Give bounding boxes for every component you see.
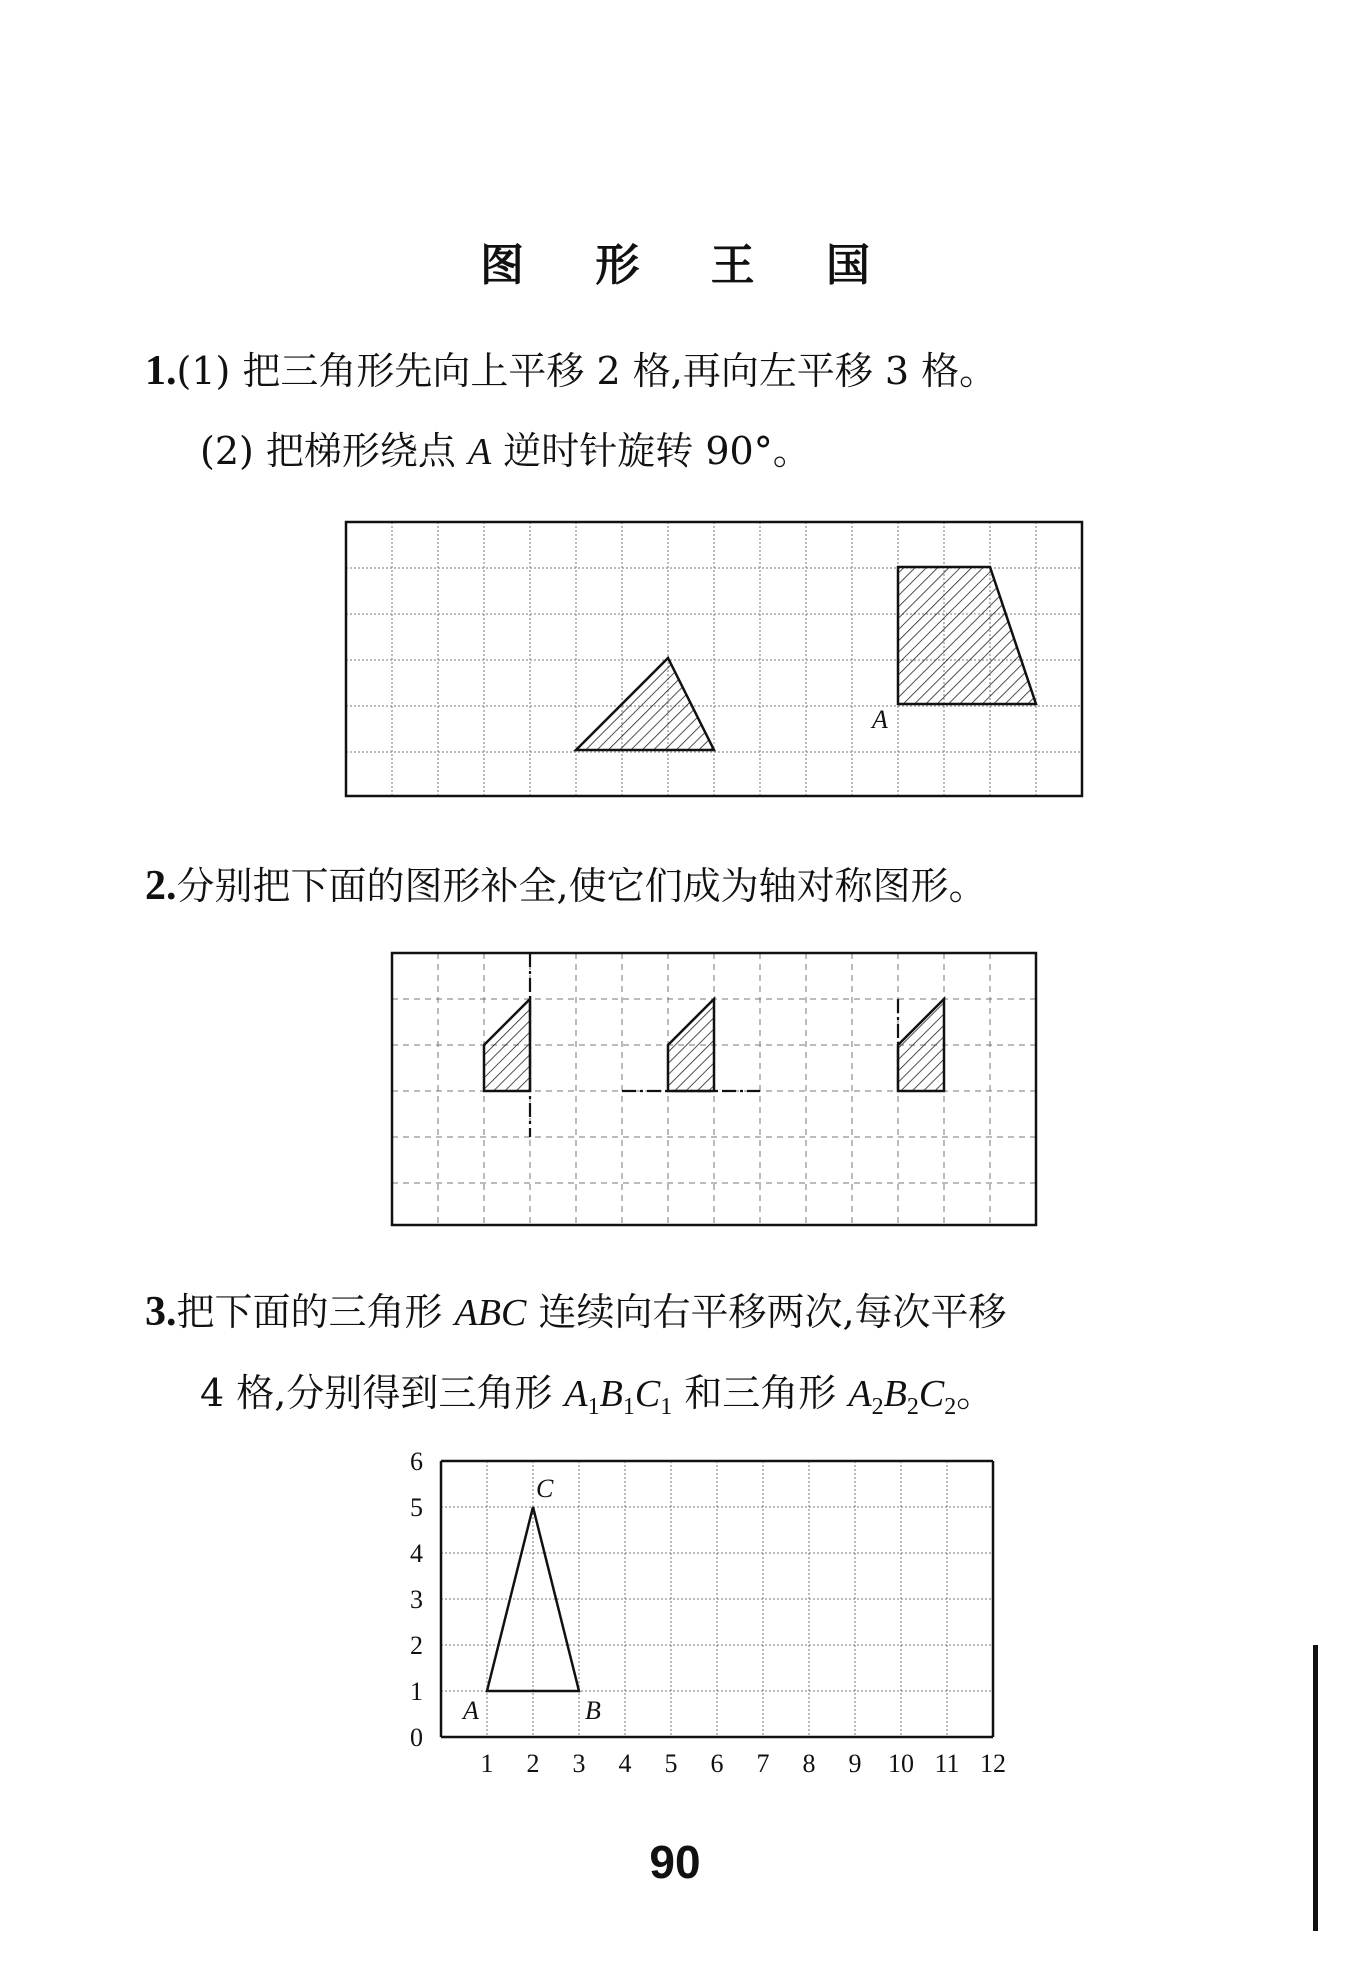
q3-line2-pre: 4 格,分别得到三角形 [200,1371,565,1415]
q3-t1-A: A [564,1373,588,1415]
q3-t1-A-sub: 1 [587,1394,600,1420]
q3-y-tick-5: 5 [410,1493,423,1522]
page-edge-mark [1313,1645,1318,1931]
q3-y-tick-2: 2 [410,1631,423,1660]
q3-abc: ABC [454,1292,527,1334]
q1-figure [346,522,1082,796]
q3-x-tick-11: 11 [934,1749,960,1778]
q3-x-tick-1: 1 [480,1749,494,1778]
q3-x-tick-3: 3 [572,1749,586,1778]
q1-part2-post: 逆时针旋转 90°。 [491,429,811,473]
q2-figure [392,953,1036,1225]
q3-x-tick-10: 10 [888,1749,914,1778]
q2-number: 2. [145,863,177,909]
q1-trapezoid[interactable] [898,567,1036,704]
q3-t2-B-sub: 2 [906,1394,919,1420]
q3-line2-mid: 和三角形 [672,1371,849,1415]
q3-t1-B: B [599,1373,623,1415]
q3-t1-C: C [634,1373,661,1415]
q3-x-tick-5: 5 [664,1749,678,1778]
q2-shape-3[interactable] [898,999,944,1091]
q3-t1-B-sub: 1 [622,1394,635,1420]
q3-vertex-label-A: A [463,1696,479,1725]
page-number: 90 [649,1836,701,1888]
q3-line1-post: 连续向右平移两次,每次平移 [526,1290,1007,1334]
q1-number: 1. [145,348,177,394]
q2-shape-1[interactable] [484,999,530,1091]
q3-number: 3. [145,1289,177,1335]
q3-figure [410,1447,1006,1778]
q2-text: 分别把下面的图形补全,使它们成为轴对称图形。 [176,864,987,908]
q3-t2-C: C [918,1373,945,1415]
q3-t2-A: A [848,1373,872,1415]
q3-y-tick-labels [410,1447,423,1752]
q1-part2-pre: (2) 把梯形绕点 [200,429,468,473]
q3-x-tick-9: 9 [848,1749,862,1778]
q3-x-tick-6: 6 [710,1749,724,1778]
q3-line1-pre: 把下面的三角形 [176,1290,455,1334]
q1-part2-point: A [468,431,492,473]
q3-y-tick-4: 4 [410,1539,423,1568]
q3-x-tick-12: 12 [980,1749,1006,1778]
q3-x-tick-7: 7 [756,1749,770,1778]
q3-line2-end: 。 [956,1371,995,1415]
q3-x-tick-8: 8 [802,1749,816,1778]
q3-y-tick-1: 1 [410,1677,423,1706]
q1-part1: (1) 把三角形先向上平移 2 格,再向左平移 3 格。 [176,349,998,393]
q1-triangle[interactable] [576,658,714,750]
q3-vertex-label-C: C [536,1474,554,1503]
q3-y-tick-0: 0 [410,1723,423,1752]
q3-x-tick-4: 4 [618,1749,632,1778]
page-title: 图 形 王 国 [480,240,898,291]
q1-point-A-label: A [872,705,888,734]
q3-t2-B: B [883,1373,907,1415]
q3-vertex-label-B: B [585,1696,601,1725]
q3-y-tick-3: 3 [410,1585,423,1614]
q3-x-tick-2: 2 [526,1749,540,1778]
q3-t2-A-sub: 2 [871,1394,884,1420]
q2-shape-2[interactable] [668,999,714,1091]
q3-t1-C-sub: 1 [660,1394,673,1420]
q3-grid [441,1461,993,1737]
q3-y-tick-6: 6 [410,1447,423,1476]
q3-t2-C-sub: 2 [944,1394,957,1420]
q3-x-tick-labels [481,1749,1007,1778]
